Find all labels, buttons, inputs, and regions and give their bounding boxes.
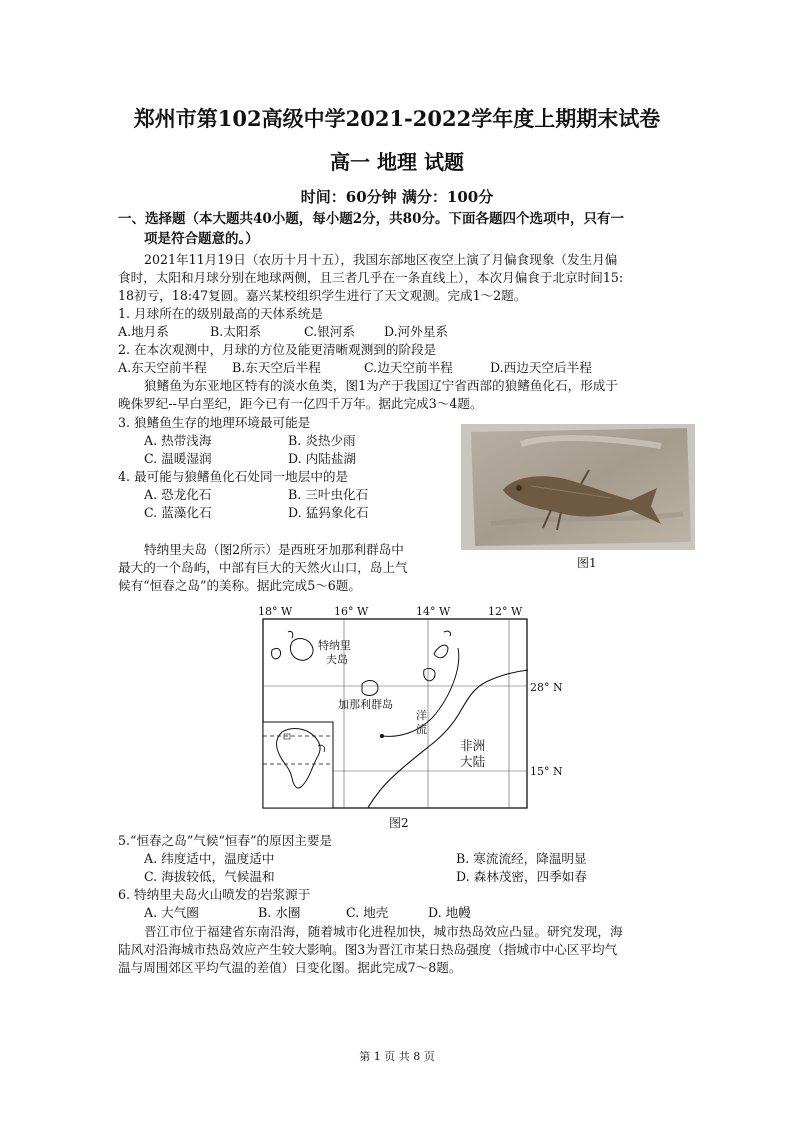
q4-stem: 4. 最可能与狼鳍鱼化石处同一地层中的是 — [118, 469, 349, 484]
q5-option-a: A. 纬度适中，温度适中 — [144, 851, 275, 866]
q5-stem: 5.“恒春之岛”气候“恒春”的原因主要是 — [118, 833, 333, 848]
subject-title: 高一 地理 试题 — [330, 150, 464, 174]
section-heading-line2: 项是符合题意的。） — [144, 231, 259, 247]
q2-option-b: B.东天空后半程 — [232, 360, 321, 375]
tenerife-label-2: 夫岛 — [326, 653, 348, 666]
passage3-line1: 特纳里夫岛（图2所示）是西班牙加那利群岛中 — [144, 542, 404, 557]
passage1-line1: 2021年11月19日（农历十月十五），我国东部地区夜空上演了月偏食现象（发生月偏 — [144, 252, 618, 267]
lon-label-14w: 14° W — [416, 605, 451, 618]
q2-option-a: A.东天空前半程 — [118, 360, 207, 375]
q4-option-c: C. 蓝藻化石 — [144, 505, 212, 520]
q5-option-d: D. 森林茂密，四季如春 — [456, 869, 587, 884]
passage2-line2: 晚侏罗纪--早白垩纪，距今已有一亿四千万年。据此完成3～4题。 — [118, 396, 483, 411]
q2-stem: 2. 在本次观测中，月球的方位及能更清晰观测到的阶段是 — [118, 342, 437, 357]
fish-fossil-photo — [461, 424, 695, 550]
q5-option-b: B. 寒流流经，降温明显 — [456, 851, 587, 866]
q4-option-a: A. 恐龙化石 — [144, 487, 212, 502]
lon-label-16w: 16° W — [334, 605, 369, 618]
passage4-line3: 温与周围郊区平均气温的差值）日变化图。据此完成7～8题。 — [118, 960, 462, 975]
figure1-caption: 图1 — [577, 556, 597, 570]
q3-option-d: D. 内陆盐湖 — [288, 451, 357, 466]
lat-label-28n: 28° N — [530, 681, 563, 694]
q1-option-d: D.河外星系 — [384, 324, 449, 339]
canary-islands-map — [262, 618, 532, 810]
q1-option-c: C.银河系 — [304, 324, 355, 339]
q5-option-c: C. 海拔较低，气候温和 — [144, 869, 275, 884]
passage1-line2: 食时，太阳和月球分别在地球两侧，且三者几乎在一条直线上），本次月偏食于北京时间15: — [118, 270, 624, 285]
current-label-2: 流 — [416, 723, 427, 736]
school-title: 郑州市第102高级中学2021-2022学年度上期期末试卷 — [133, 106, 661, 131]
lon-label-12w: 12° W — [488, 605, 523, 618]
passage3-line2: 最大的一个岛屿，中部有巨大的天然火山口，岛上气 — [118, 560, 408, 575]
figure2-caption: 图2 — [389, 816, 409, 830]
q3-option-c: C. 温暖湿润 — [144, 451, 212, 466]
q6-stem: 6. 特纳里夫岛火山喷发的岩浆源于 — [118, 887, 311, 902]
q4-option-b: B. 三叶虫化石 — [288, 487, 369, 502]
q3-option-a: A. 热带浅海 — [144, 433, 212, 448]
q1-option-a: A.地月系 — [118, 324, 169, 339]
page-footer: 第 1 页 共 8 页 — [359, 1050, 435, 1063]
q1-option-b: B.太阳系 — [210, 324, 262, 339]
q4-option-d: D. 猛犸象化石 — [288, 505, 369, 520]
q2-option-c: C.边天空前半程 — [364, 360, 453, 375]
section-heading-line1: 一、选择题（本大题共40小题，每小题2分，共80分。下面各题四个选项中，只有一 — [118, 211, 624, 227]
q2-option-d: D.西边天空后半程 — [490, 360, 592, 375]
q6-option-a: A. 大气圈 — [144, 905, 199, 920]
q3-option-b: B. 炎热少雨 — [288, 433, 356, 448]
q6-option-b: B. 水圈 — [258, 905, 301, 920]
passage4-line2: 陆风对沿海城市热岛效应产生较大影响。图3为晋江市某日热岛强度（指城市中心区平均气 — [118, 942, 618, 957]
lat-label-15n: 15° N — [530, 765, 563, 778]
canary-label: 加那利群岛 — [338, 698, 393, 711]
q6-option-d: D. 地幔 — [428, 905, 471, 920]
q3-stem: 3. 狼鳍鱼生存的地理环境最可能是 — [118, 415, 311, 430]
current-label-1: 洋 — [416, 709, 427, 722]
passage2-line1: 狼鳍鱼为东亚地区特有的淡水鱼类，图1为产于我国辽宁省西部的狼鳍鱼化石，形成于 — [144, 378, 618, 393]
africa-label-2: 大陆 — [460, 754, 486, 769]
passage4-line1: 晋江市位于福建省东南沿海，随着城市化进程加快，城市热岛效应凸显。研究发现，海 — [144, 924, 623, 939]
tenerife-label-1: 特纳里 — [318, 639, 351, 652]
passage3-line3: 候有“恒春之岛”的美称。据此完成5～6题。 — [118, 578, 361, 593]
passage1-line3: 18初亏，18:47复圆。嘉兴某校组织学生进行了天文观测。完成1～2题。 — [118, 288, 527, 303]
q1-stem: 1. 月球所在的级别最高的天体系统是 — [118, 306, 323, 321]
q6-option-c: C. 地壳 — [346, 905, 389, 920]
africa-label-1: 非洲 — [460, 738, 486, 753]
lon-label-18w: 18° W — [258, 605, 293, 618]
time-score: 时间：60分钟 满分：100分 — [300, 188, 494, 206]
